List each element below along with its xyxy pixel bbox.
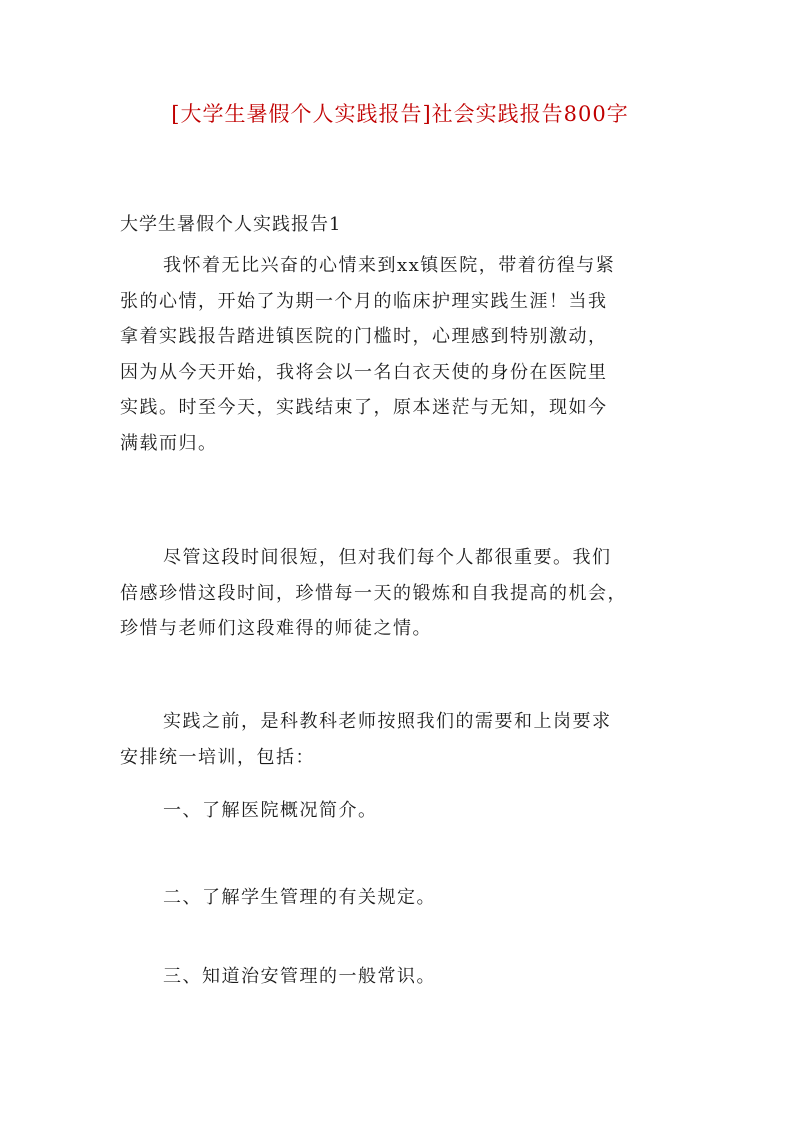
paragraph-line: 实践之前，是科教科老师按照我们的需要和上岗要求: [163, 711, 612, 732]
document-title: [大学生暑假个人实践报告]社会实践报告800字: [171, 102, 629, 126]
paragraph-line: 我怀着无比兴奋的心情来到xx镇医院，带着彷徨与紧: [163, 255, 616, 276]
list-item: 一、了解医院概况简介。: [163, 800, 378, 821]
paragraph-1: [120, 248, 665, 461]
paragraph-line: 安排统一培训，包括：: [120, 746, 315, 768]
paragraph-3: [120, 704, 665, 775]
paragraph-line: 倍感珍惜这段时间，珍惜每一天的锻炼和自我提高的机会，: [120, 582, 627, 604]
paragraph-line: 珍惜与老师们这段难得的师徒之情。: [120, 618, 432, 639]
paragraph-2: [120, 540, 665, 647]
paragraph-line: 拿着实践报告踏进镇医院的门槛时，心理感到特别激动，: [120, 326, 608, 347]
list-item: 二、了解学生管理的有关规定。: [163, 887, 436, 908]
paragraph-line: 张的心情，开始了为期一个月的临床护理实践生涯！当我: [120, 290, 608, 312]
list-item: 三、知道治安管理的一般常识。: [163, 966, 436, 987]
paragraph-line: 因为从今天开始，我将会以一名白衣天使的身份在医院里: [120, 361, 608, 383]
paragraph-line: 尽管这段时间很短，但对我们每个人都很重要。我们: [163, 547, 612, 568]
section-heading: 大学生暑假个人实践报告1: [120, 214, 342, 235]
paragraph-line: 实践。时至今天，实践结束了，原本迷茫与无知，现如今: [120, 397, 608, 418]
paragraph-line: 满载而归。: [120, 432, 218, 454]
